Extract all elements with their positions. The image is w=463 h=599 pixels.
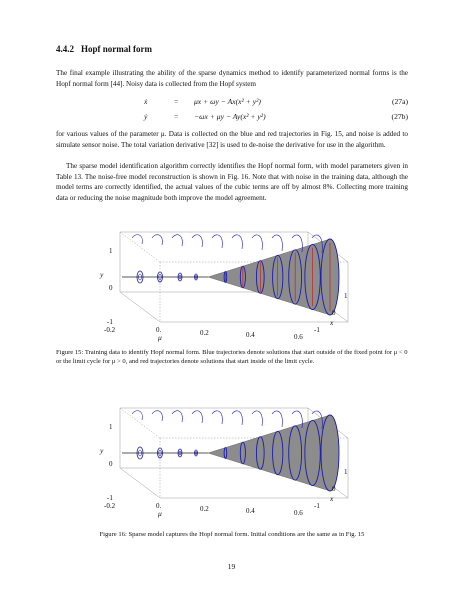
x-axis-label: x bbox=[330, 318, 334, 327]
equation-27b bbox=[120, 112, 408, 123]
x-tick-label: -1 bbox=[314, 502, 320, 510]
x-axis-label: x bbox=[330, 494, 334, 503]
equation-tag: (27b) bbox=[391, 112, 408, 121]
incoming-trajectory bbox=[152, 411, 162, 421]
equation-rhs: −ωx + μy − Ay(x² + y²) bbox=[194, 112, 266, 121]
mu-tick-label: 0. bbox=[156, 502, 162, 510]
incoming-trajectory bbox=[252, 411, 262, 426]
figure-15-caption: Figure 15: Training data to identify Hopf normal form. Blue trajectories denote solutions that start outside of the fixed point for μ < 0 or the limit cycle for μ > 0, and red trajectories denote solutions that start inside of the limit cycle. bbox=[56, 349, 408, 366]
incoming-trajectory bbox=[132, 411, 142, 420]
equation-lhs: ẋ bbox=[144, 97, 148, 106]
incoming-trajectory bbox=[212, 235, 222, 248]
x-tick-label: 0 bbox=[332, 485, 336, 493]
y-tick-label: 1 bbox=[109, 423, 113, 431]
incoming-trajectory bbox=[252, 235, 262, 250]
y-tick-label: 0 bbox=[109, 284, 113, 292]
incoming-trajectory bbox=[192, 411, 202, 423]
mu-tick-label: 0.2 bbox=[200, 329, 209, 337]
figure-15 bbox=[98, 222, 366, 342]
mu-axis-label: μ bbox=[158, 333, 162, 342]
incoming-trajectory bbox=[152, 235, 162, 245]
y-axis-label: y bbox=[100, 446, 104, 455]
mu-tick-label: 0. bbox=[156, 326, 162, 334]
equation-27a bbox=[120, 97, 408, 108]
paragraph-data-collection: for various values of the parameter μ. Data is collected on the blue and red trajectories in Fig. 15, and noise is added to simulate sensor noise. The total variation derivative [32] is used to de-noise the derivative for use in the algorithm. bbox=[56, 130, 408, 149]
limit-cycle-surface bbox=[208, 239, 339, 315]
mu-tick-label: 0.6 bbox=[294, 509, 303, 517]
x-tick-label: 1 bbox=[344, 468, 348, 476]
incoming-trajectory bbox=[232, 235, 242, 249]
section-number: 4.4.2 bbox=[56, 44, 74, 54]
equation-tag: (27a) bbox=[391, 97, 408, 106]
mu-tick-label: -0.2 bbox=[104, 326, 116, 334]
page-number: 19 bbox=[227, 562, 236, 571]
figure-15-plot bbox=[98, 222, 366, 342]
mu-tick-label: 0.4 bbox=[246, 331, 255, 339]
y-axis-label: y bbox=[100, 270, 104, 279]
incoming-trajectory bbox=[132, 235, 142, 244]
limit-cycle-surface bbox=[208, 415, 339, 491]
section-heading bbox=[56, 44, 152, 54]
incoming-trajectory bbox=[212, 411, 222, 424]
paragraph-intro: The final example illustrating the ability of the sparse dynamics method to identify parameterized normal forms is the Hopf normal form [44]. Noisy data is collected from the Hopf system bbox=[56, 69, 408, 88]
equation-relation: = bbox=[174, 97, 179, 106]
section-title: Hopf normal form bbox=[81, 44, 152, 54]
incoming-trajectory bbox=[272, 235, 282, 251]
y-tick-label: 0 bbox=[109, 460, 113, 468]
x-tick-label: 0 bbox=[332, 309, 336, 317]
equation-lhs: ẏ bbox=[144, 112, 148, 121]
y-tick-label: -1 bbox=[107, 494, 113, 502]
figure-16-caption: Figure 16: Sparse model captures the Hopf normal form. Initial conditions are the same as in Fig. 15 bbox=[99, 531, 365, 538]
mu-tick-label: 0.2 bbox=[200, 505, 209, 513]
mu-tick-label: -0.2 bbox=[104, 502, 116, 510]
paragraph-results: The sparse model identification algorithm correctly identifies the Hopf normal form, with model parameters given in Table 13. The noise-free model reconstruction is shown in Fig. 16. Note that with noise in the training data, although the model terms are correctly identified, the actual values of the cubic terms are off by almost 8%. Collecting more training data or reducing the noise magnitude both improve the model agreement. bbox=[56, 162, 408, 202]
incoming-trajectory bbox=[172, 235, 182, 246]
x-tick-label: 1 bbox=[344, 292, 348, 300]
incoming-trajectory bbox=[192, 235, 202, 247]
y-tick-label: 1 bbox=[109, 247, 113, 255]
y-tick-label: -1 bbox=[107, 318, 113, 326]
figure-16-plot bbox=[98, 398, 366, 518]
mu-tick-label: 0.6 bbox=[294, 333, 303, 341]
figure-16 bbox=[98, 398, 366, 518]
mu-axis-label: μ bbox=[158, 509, 162, 518]
incoming-trajectory bbox=[272, 411, 282, 427]
incoming-trajectory bbox=[232, 411, 242, 425]
mu-tick-label: 0.4 bbox=[246, 507, 255, 515]
x-tick-label: -1 bbox=[314, 326, 320, 334]
incoming-trajectory bbox=[172, 411, 182, 422]
equation-rhs: μx + ωy − Ax(x² + y²) bbox=[194, 97, 261, 106]
equation-relation: = bbox=[174, 112, 179, 121]
